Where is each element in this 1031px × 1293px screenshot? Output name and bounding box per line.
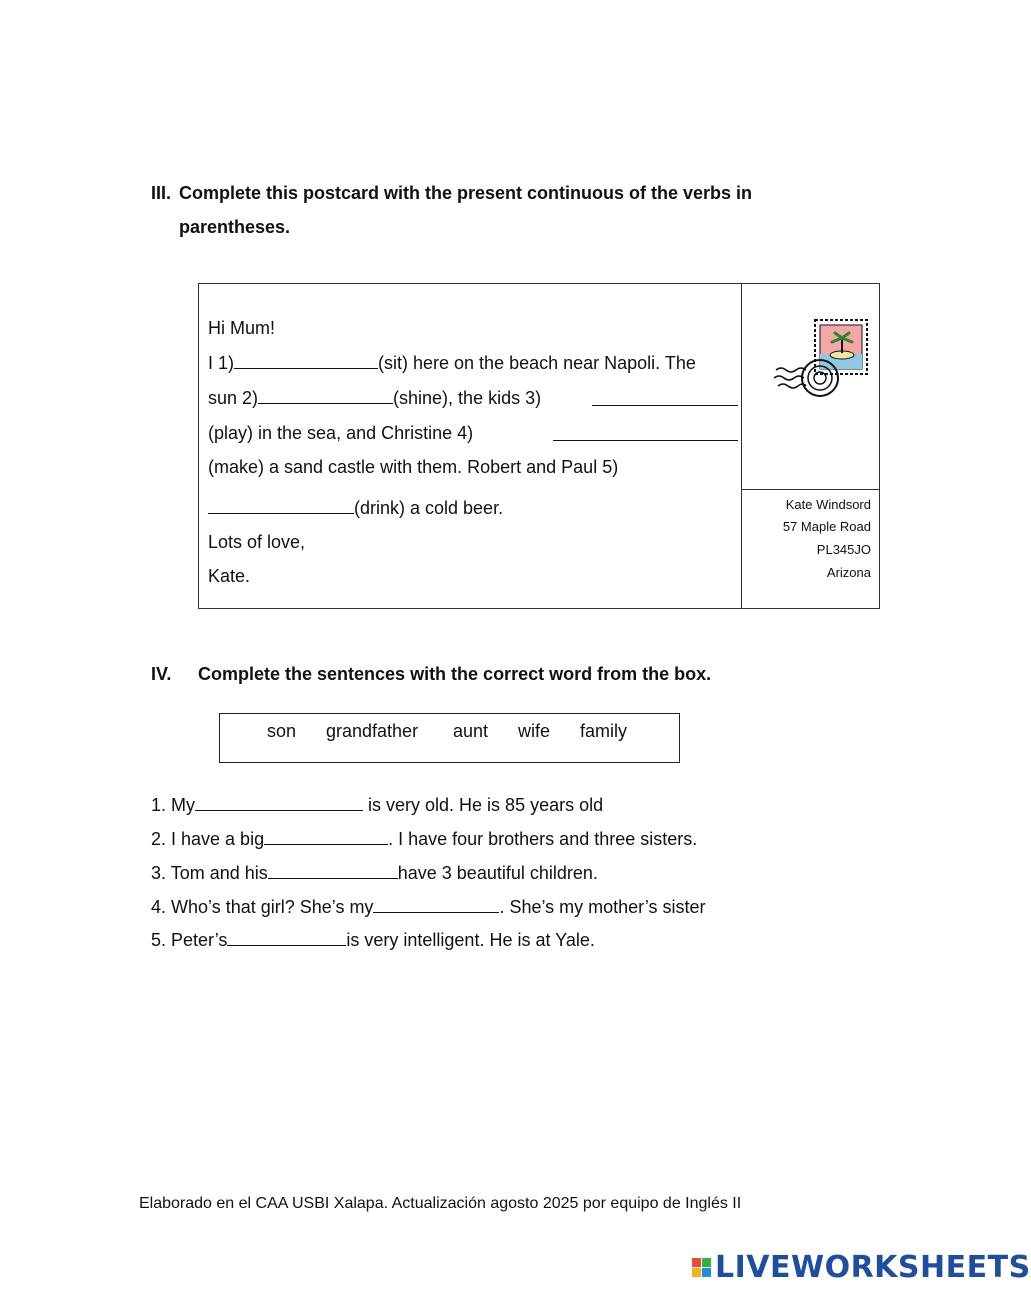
- word-grandfather: grandfather: [326, 721, 419, 741]
- sentence-2-end: . I have four brothers and three sisters.: [388, 829, 698, 849]
- postcard-greeting: Hi Mum!: [208, 318, 275, 338]
- sentence-4-end: . She’s my mother’s sister: [499, 897, 706, 917]
- sentence-5: [151, 930, 595, 951]
- address-state: Arizona: [826, 565, 871, 580]
- sentence-1: [151, 795, 603, 816]
- address-code: PL345JO: [816, 542, 871, 557]
- postcard-closing-2: Kate.: [208, 566, 251, 586]
- sentence-5-start: 5. Peter’s: [151, 930, 228, 950]
- word-son: son: [267, 721, 297, 741]
- postcard-line-5: [208, 498, 503, 519]
- blank-5[interactable]: [208, 499, 354, 514]
- sentence-4-start: 4. Who’s that girl? She’s my: [151, 897, 374, 917]
- sentence-2: [151, 829, 697, 850]
- sentence-3-blank[interactable]: [268, 864, 398, 879]
- section-4-number: IV.: [151, 664, 172, 684]
- address-name: Kate Windsord: [785, 497, 871, 512]
- sentence-2-blank[interactable]: [264, 830, 388, 845]
- postcard-line-1-end: (sit) here on the beach near Napoli. The: [378, 353, 696, 373]
- footer-text: Elaborado en el CAA USBI Xalapa. Actualización agosto 2025 por equipo de Inglés II: [139, 1195, 742, 1212]
- stamp-icon: [772, 318, 872, 400]
- word-aunt: aunt: [453, 721, 489, 741]
- blank-4[interactable]: [553, 426, 738, 441]
- blank-2[interactable]: [258, 389, 393, 404]
- blank-3[interactable]: [592, 391, 738, 406]
- postcard-divider-horizontal: [741, 489, 880, 490]
- liveworksheets-logo-icon: [692, 1258, 712, 1278]
- postcard-line-3: (play) in the sea, and Christine 4): [208, 423, 474, 443]
- liveworksheets-logo[interactable]: LIVEWORKSHEETS: [715, 1250, 1031, 1285]
- sentence-4: [151, 897, 706, 918]
- postcard-line-2-start: sun 2): [208, 388, 259, 408]
- sentence-3-start: 3. Tom and his: [151, 863, 268, 883]
- sentence-1-blank[interactable]: [195, 796, 363, 811]
- postcard-line-1: [208, 353, 696, 374]
- section-3-title-line2: parentheses.: [179, 217, 291, 237]
- sentence-4-blank[interactable]: [373, 898, 499, 913]
- sentence-3-end: have 3 beautiful children.: [397, 863, 598, 883]
- section-3-number: III.: [151, 183, 172, 203]
- sentence-5-end: is very intelligent. He is at Yale.: [346, 930, 595, 950]
- postcard-line-4: (make) a sand castle with them. Robert and Paul 5): [208, 457, 619, 477]
- section-3-title-line1: Complete this postcard with the present continuous of the verbs in: [179, 183, 753, 203]
- address-street: 57 Maple Road: [782, 519, 871, 534]
- section-4-title: Complete the sentences with the correct word from the box.: [198, 664, 712, 684]
- sentence-5-blank[interactable]: [227, 931, 346, 946]
- sentence-2-start: 2. I have a big: [151, 829, 265, 849]
- word-family: family: [580, 721, 628, 741]
- sentence-1-end: is very old. He is 85 years old: [363, 795, 604, 815]
- word-wife: wife: [518, 721, 551, 741]
- postcard-line-2-end: (shine), the kids 3): [393, 388, 542, 408]
- postcard-divider-vertical: [741, 283, 742, 609]
- blank-1[interactable]: [234, 354, 378, 369]
- postcard-line-2: [208, 388, 541, 409]
- sentence-1-start: 1. My: [151, 795, 196, 815]
- sentence-3: [151, 863, 598, 884]
- postcard-line-1-start: I 1): [208, 353, 235, 373]
- postcard-line-5-end: (drink) a cold beer.: [354, 498, 504, 518]
- postcard-closing-1: Lots of love,: [208, 532, 306, 552]
